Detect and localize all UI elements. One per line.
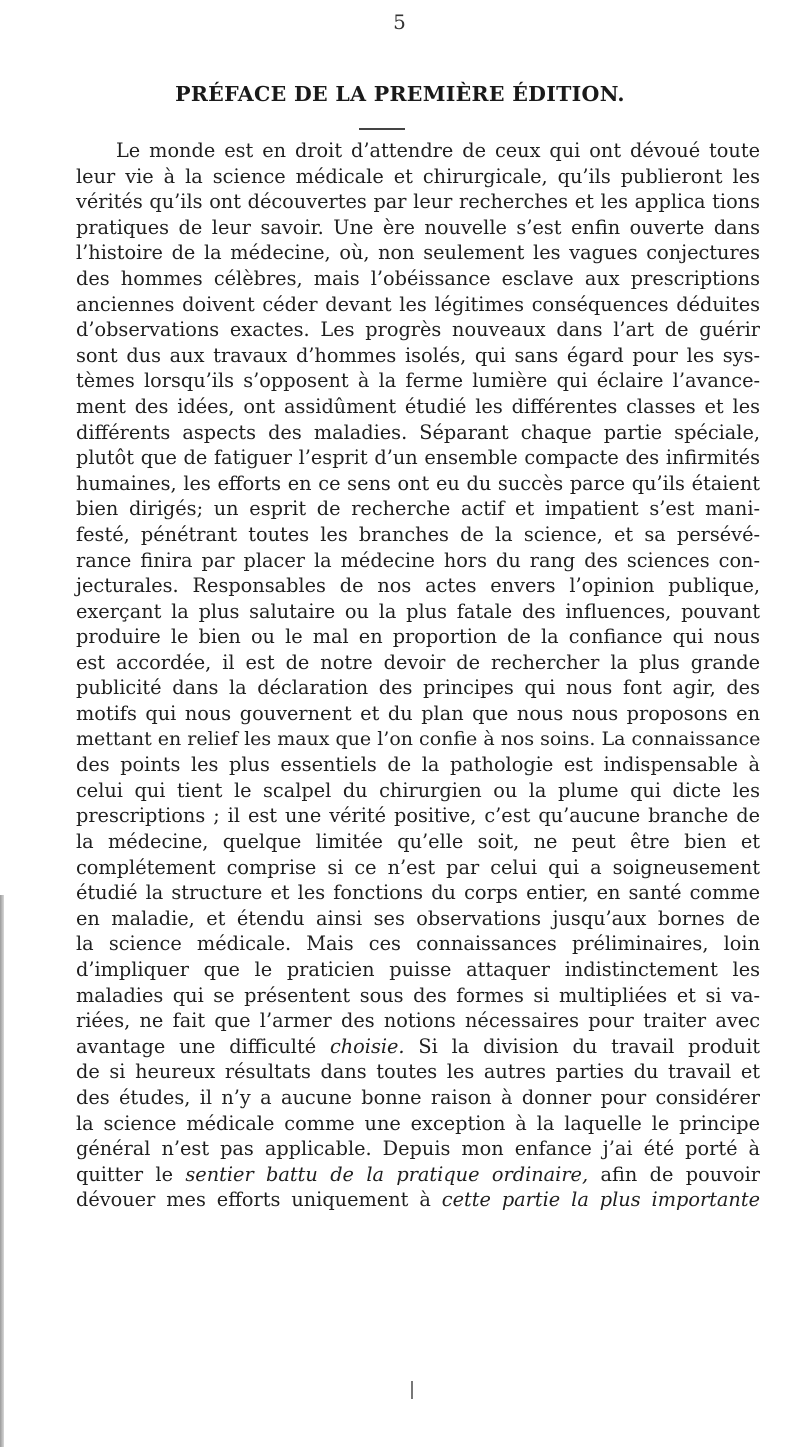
text-line xyxy=(76,1162,760,1188)
signature-mark xyxy=(411,1381,413,1399)
text-line: d’impliquer que le praticien puisse attaquer indistinctement les xyxy=(76,958,760,981)
text-line: la science médicale. Mais ces connaissances préliminaires, loin xyxy=(76,932,760,956)
text-line: pratiques de leur savoir. Une ère nouvelle s’est enfin ouverte dans xyxy=(76,215,760,239)
text-line: leur vie à la science médicale et chirurgicale, qu’ils publieront les xyxy=(76,164,760,188)
text-line: en maladie, et étendu ainsi ses observations jusqu’aux bornes de xyxy=(76,906,760,930)
italic-run: sentier battu de la pratique ordinaire, xyxy=(185,1162,589,1186)
binding-edge-shadow xyxy=(0,895,4,1447)
text-line: bien dirigés; un esprit de recherche actif et impatient s’est mani- xyxy=(76,497,760,521)
text-line: des hommes célèbres, mais l’obéissance esclave aux prescriptions xyxy=(76,266,760,290)
text-line: ment des idées, ont assidûment étudié les différentes classes et les xyxy=(76,394,760,418)
text-line xyxy=(76,1034,760,1060)
text-line: celui qui tient le scalpel du chirurgien ou la plume qui dicte les xyxy=(76,778,760,802)
text-line: tèmes lorsqu’ils s’opposent à la ferme lumière qui éclaire l’avance- xyxy=(76,369,760,393)
italic-run: choisie. xyxy=(329,1034,405,1058)
preface-body xyxy=(76,138,760,1213)
page-number: 5 xyxy=(393,10,407,34)
text-run: afin de pouvoir xyxy=(588,1162,761,1186)
text-line: l’histoire de la médecine, où, non seulement les vagues conjectures xyxy=(76,241,760,265)
text-line: différents aspects des maladies. Séparant chaque partie spéciale, xyxy=(76,420,760,444)
text-line: rance finira par placer la médecine hors du rang des sciences con- xyxy=(76,548,760,572)
text-line: complétement comprise si ce n’est par celui qui a soigneusement xyxy=(76,855,760,879)
text-run: dévouer mes efforts uniquement à xyxy=(76,1188,442,1212)
text-line: Le monde est en droit d’attendre de ceux qui ont dévoué toute xyxy=(116,139,760,162)
text-line: est accordée, il est de notre devoir de rechercher la plus grande xyxy=(76,650,760,674)
text-line: la science médicale comme une exception à la laquelle le principe xyxy=(76,1111,760,1135)
text-line: produire le bien ou le mal en proportion de la confiance qui nous xyxy=(76,625,760,649)
text-line: étudié la structure et les fonctions du corps entier, en santé comme xyxy=(76,881,760,905)
text-run: quitter le xyxy=(76,1162,186,1186)
text-line xyxy=(76,1187,760,1213)
text-line: festé, pénétrant toutes les branches de la science, et sa persévé- xyxy=(76,522,760,546)
text-line: vérités qu’ils ont découvertes par leur recherches et les applica tions xyxy=(76,190,760,214)
italic-run: cette partie la plus importante xyxy=(441,1188,760,1212)
text-line: général n’est pas applicable. Depuis mon enfance j’ai été porté à xyxy=(76,1137,760,1161)
text-line: de si heureux résultats dans toutes les autres parties du travail et xyxy=(76,1060,760,1084)
page-title: PRÉFACE DE LA PREMIÈRE ÉDITION. xyxy=(175,82,625,106)
text-run: Si la division du travail produit xyxy=(404,1034,760,1058)
text-line: la médecine, quelque limitée qu’elle soit, ne peut être bien et xyxy=(76,830,760,854)
text-line: humaines, les efforts en ce sens ont eu du succès parce qu’ils étaient xyxy=(76,471,760,495)
text-line: anciennes doivent céder devant les légitimes conséquences déduites xyxy=(76,292,760,316)
text-line: riées, ne fait que l’armer des notions nécessaires pour traiter avec xyxy=(76,1009,760,1033)
text-line: jecturales. Responsables de nos actes envers l’opinion publique, xyxy=(76,574,760,598)
text-line: d’observations exactes. Les progrès nouveaux dans l’art de guérir xyxy=(76,318,760,342)
text-line: sont dus aux travaux d’hommes isolés, qui sans égard pour les sys- xyxy=(76,343,760,367)
text-line: prescriptions ; il est une vérité positive, c’est qu’aucune branche de xyxy=(76,804,760,828)
title-divider xyxy=(359,128,405,130)
text-line: exerçant la plus salutaire ou la plus fatale des influences, pouvant xyxy=(76,599,760,623)
text-line: motifs qui nous gouvernent et du plan que nous nous proposons en xyxy=(76,702,760,726)
text-line: des points les plus essentiels de la pathologie est indispensable à xyxy=(76,753,760,777)
text-line: des études, il n’y a aucune bonne raison à donner pour considérer xyxy=(76,1085,760,1109)
text-run: avantage une difficulté xyxy=(76,1034,330,1058)
text-line: plutôt que de fatiguer l’esprit d’un ensemble compacte des infirmités xyxy=(76,446,760,470)
text-line: publicité dans la déclaration des principes qui nous font agir, des xyxy=(76,676,760,700)
text-line: mettant en relief les maux que l’on confie à nos soins. La connaissance xyxy=(76,727,761,750)
text-line: maladies qui se présentent sous des formes si multipliées et si va- xyxy=(76,983,760,1007)
